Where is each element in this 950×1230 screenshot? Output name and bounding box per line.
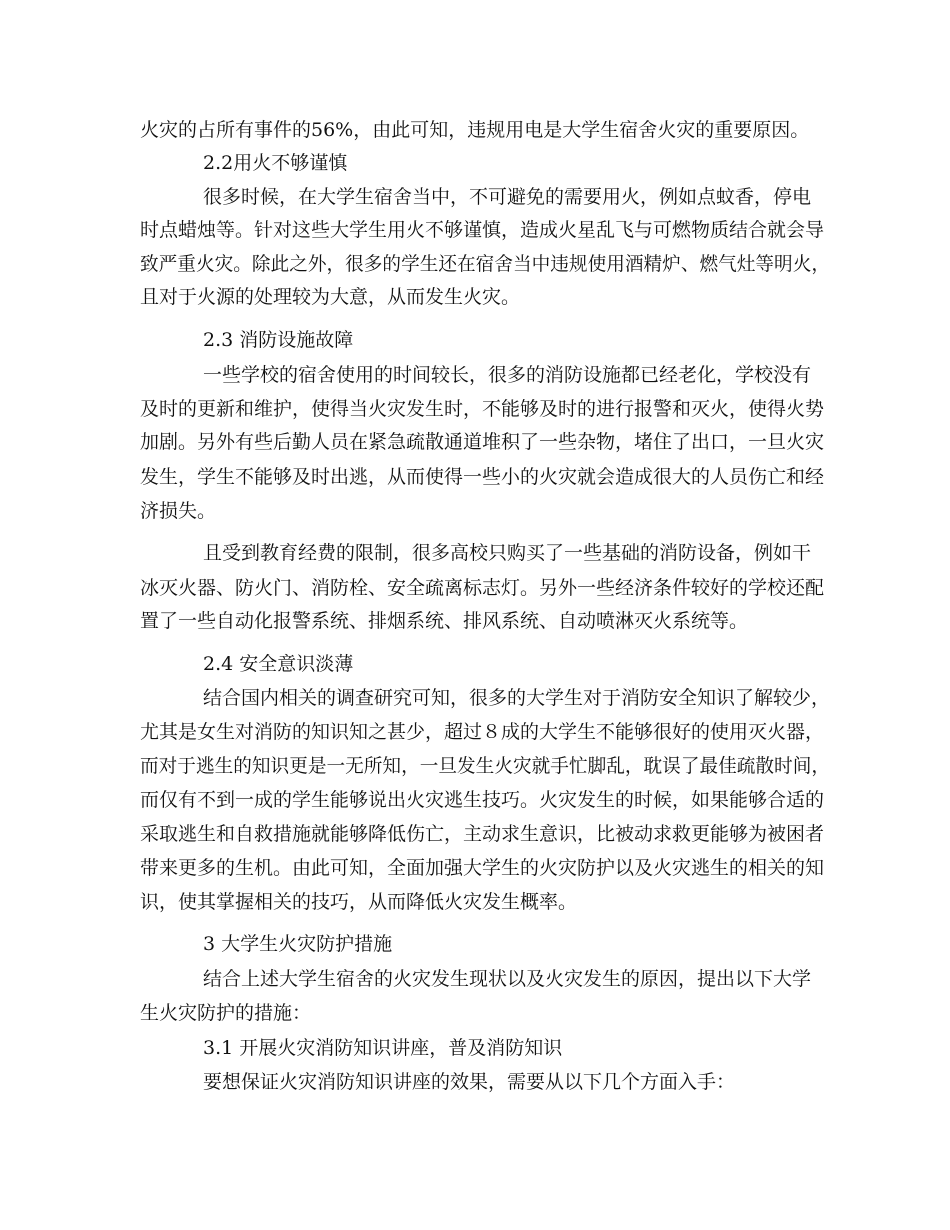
section-heading-3-1: 3.1 开展火灾消防知识讲座，普及消防知识 xyxy=(203,1037,563,1059)
paragraph-line: 而对于逃生的知识更是一无所知，一旦发生火灾就手忙脚乱，耽误了最佳疏散时间， xyxy=(140,755,831,777)
paragraph-line: 致严重火灾。除此之外，很多的学生还在宿舍当中违规使用酒精炉、燃气灶等明火， xyxy=(140,253,831,275)
paragraph-line: 加剧。另外有些后勤人员在紧急疏散通道堆积了一些杂物，堵住了出口，一旦火灾 xyxy=(140,431,825,453)
paragraph-line: 及时的更新和维护，使得当火灾发生时，不能够及时的进行报警和灭火，使得火势 xyxy=(140,398,825,420)
paragraph-line: 而仅有不到一成的学生能够说出火灾逃生技巧。火灾发生的时候，如果能够合适的 xyxy=(140,789,825,811)
paragraph-line: 且受到教育经费的限制，很多高校只购买了一些基础的消防设备，例如干 xyxy=(203,542,812,564)
paragraph-line: 带来更多的生机。由此可知，全面加强大学生的火灾防护以及火灾逃生的相关的知 xyxy=(140,857,825,879)
paragraph-line: 置了一些自动化报警系统、排烟系统、排风系统、自动喷淋灭火系统等。 xyxy=(140,610,749,632)
paragraph-line: 发生，学生不能够及时出逃，从而使得一些小的火灾就会造成很大的人员伤亡和经 xyxy=(140,466,825,488)
section-heading-2-2: 2.2用火不够谨慎 xyxy=(203,152,348,174)
section-heading-2-4: 2.4 安全意识淡薄 xyxy=(203,653,354,675)
section-heading-3: 3 大学生火灾防护措施 xyxy=(203,933,393,955)
paragraph-line: 冰灭火器、防火门、消防栓、安全疏离标志灯。另外一些经济条件较好的学校还配 xyxy=(140,577,825,599)
section-heading-2-3: 2.3 消防设施故障 xyxy=(203,329,354,351)
paragraph-line: 识，使其掌握相关的技巧，从而降低火灾发生概率。 xyxy=(140,891,578,913)
paragraph-line: 时点蜡烛等。针对这些大学生用火不够谨慎，造成火星乱飞与可燃物质结合就会导 xyxy=(140,219,825,241)
paragraph-line: 一些学校的宿舍使用的时间较长，很多的消防设施都已经老化，学校没有 xyxy=(203,364,812,386)
paragraph-line: 要想保证火灾消防知识讲座的效果，需要从以下几个方面入手： xyxy=(203,1071,736,1093)
paragraph-line: 济损失。 xyxy=(140,500,217,522)
paragraph-line: 采取逃生和自救措施就能够降低伤亡，主动求生意识，比被动求救更能够为被困者 xyxy=(140,823,825,845)
paragraph-line: 很多时候，在大学生宿舍当中，不可避免的需要用火，例如点蚊香，停电 xyxy=(203,186,812,208)
paragraph-line: 结合国内相关的调查研究可知，很多的大学生对于消防安全知识了解较少， xyxy=(203,687,831,709)
paragraph-line: 生火灾防护的措施： xyxy=(140,1002,312,1024)
paragraph-line: 火灾的占所有事件的56%，由此可知，违规用电是大学生宿舍火灾的重要原因。 xyxy=(140,119,810,141)
paragraph-line: 结合上述大学生宿舍的火灾发生现状以及火灾发生的原因，提出以下大学 xyxy=(203,968,812,990)
paragraph-line: 且对于火源的处理较为大意，从而发生火灾。 xyxy=(140,286,521,308)
paragraph-line: 尤其是女生对消防的知识知之甚少，超过８成的大学生不能够很好的使用灭火器， xyxy=(140,721,825,743)
